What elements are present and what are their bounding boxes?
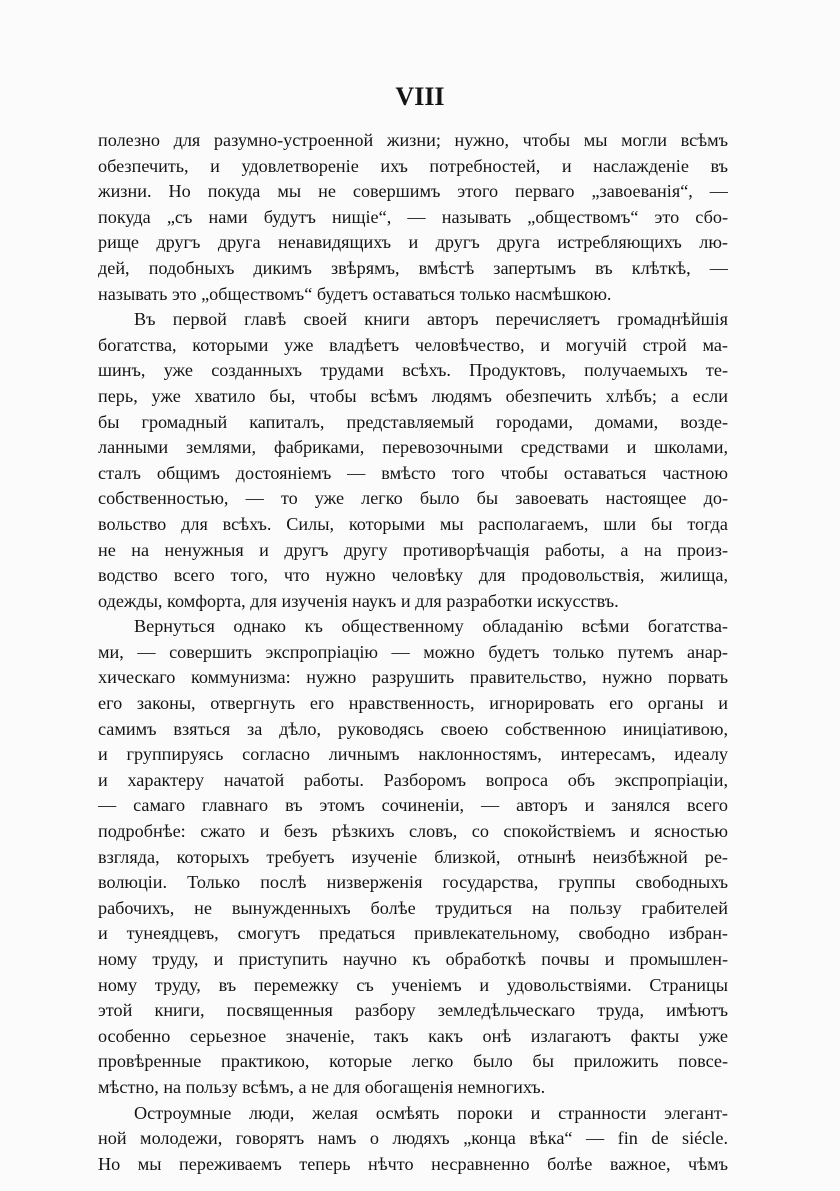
page-number: VIII (395, 82, 445, 111)
text-line: особенно серьезное значеніе, такъ какъ онѣ излагаютъ факты уже (98, 1025, 728, 1046)
text-line: сталъ общимъ достояніемъ — вмѣсто того чтобы оставаться частною (98, 462, 728, 483)
text-line: перь, уже хватило бы, чтобы всѣмъ людямъ обезпечить хлѣбъ; а если (98, 385, 728, 406)
text-line: не на ненужныя и другъ другу противорѣчащія работы, а на произ- (98, 539, 728, 560)
text-line: провѣренные практикою, которые легко было бы приложить повсе- (98, 1051, 728, 1072)
text-line: взгляда, которыхъ требуетъ изученіе близкой, отнынѣ неизбѣжной ре- (98, 846, 728, 867)
text-line: бы громадный капиталъ, представляемый городами, домами, возде- (98, 411, 728, 432)
text-line: и тунеядцевъ, смогутъ предаться привлекательному, свободно избран- (98, 923, 728, 944)
text-line: самимъ взяться за дѣло, руководясь своею собственною иниціативою, (98, 718, 728, 739)
text-line: ланными землями, фабриками, перевозочными средствами и школами, (98, 437, 728, 458)
text-line: этой книги, посвященныя разбору земледѣльческаго труда, имѣютъ (98, 1000, 728, 1021)
body-text (98, 128, 728, 1177)
text-line: Но мы переживаемъ теперь нѣчто несравненно болѣе важное, чѣмъ (98, 1153, 728, 1174)
text-line: ному труду, и приступить научно къ обработкѣ почвы и промышлен- (98, 949, 728, 969)
text-line: называть это „обществомъ“ будетъ оставаться только насмѣшкою. (98, 283, 612, 304)
text-line: — самаго главнаго въ этомъ сочиненіи, — авторъ и занялся всего (98, 795, 728, 816)
text-line: ми, — совершить экспропріацію — можно будетъ только путемъ анар- (98, 641, 728, 662)
text-line: ному труду, въ перемежку съ ученіемъ и удовольствіями. Страницы (98, 974, 728, 995)
text-line: покуда „съ нами будутъ нищіе“, — называть „обществомъ“ это сбо- (98, 206, 728, 227)
text-line: подробнѣе: сжато и безъ рѣзкихъ словъ, со спокойствіемъ и ясностью (98, 821, 728, 842)
text-line: хическаго коммунизма: нужно разрушить правительство, нужно порвать (98, 667, 728, 688)
text-line: дей, подобныхъ дикимъ звѣрямъ, вмѣстѣ запертымъ въ клѣткѣ, — (98, 257, 728, 278)
paragraph-first-line: Вернуться однако къ общественному обладанію всѣми богатства- (134, 616, 728, 637)
text-line: вольство для всѣхъ. Силы, которыми мы располагаемъ, шли бы тогда (98, 513, 728, 534)
text-line: волюціи. Только послѣ низверженія государства, группы свободныхъ (98, 872, 728, 893)
text-line: его законы, отвергнуть его нравственность, игнорировать его органы и (98, 693, 728, 714)
text-line: мѣстно, на пользу всѣмъ, а не для обогащенія немногихъ. (98, 1076, 546, 1097)
paragraph-first-line: Въ первой главѣ своей книги авторъ перечисляетъ громаднѣйшія (134, 309, 728, 330)
text-line: рабочихъ, не вынужденныхъ болѣе трудиться на пользу грабителей (98, 897, 728, 918)
text-line: водство всего того, что нужно человѣку для продовольствія, жилища, (98, 565, 728, 586)
text-line: богатства, которыми уже владѣетъ человѣчество, и могучій строй ма- (98, 334, 728, 355)
text-line: собственностью, — то уже легко было бы завоевать настоящее до- (98, 488, 728, 509)
text-line: жизни. Но покуда мы не совершимъ этого перваго „завоеванія“, — (98, 181, 728, 202)
text-line: полезно для разумно-устроенной жизни; нужно, чтобы мы могли всѣмъ (98, 130, 728, 150)
paragraph-first-line: Остроумные люди, желая осмѣять пороки и странности элегант- (134, 1102, 728, 1123)
text-line: шинъ, уже созданныхъ трудами всѣхъ. Продуктовъ, получаемыхъ те- (98, 360, 728, 381)
text-line: обезпечить, и удовлетвореніе ихъ потребностей, и наслажденіе въ (98, 155, 728, 176)
text-line: одежды, комфорта, для изученія наукъ и для разработки искусствъ. (98, 590, 619, 611)
text-line: и характеру начатой работы. Разборомъ вопроса объ экспропріаціи, (98, 769, 728, 790)
text-line: и группируясь согласно личнымъ наклонностямъ, интересамъ, идеалу (98, 744, 728, 765)
text-line: рище другъ друга ненавидящихъ и другъ друга истребляющихъ лю- (98, 232, 728, 253)
text-line: ной молодежи, говорятъ намъ о людяхъ „конца вѣка“ — fin de siécle. (98, 1128, 728, 1149)
